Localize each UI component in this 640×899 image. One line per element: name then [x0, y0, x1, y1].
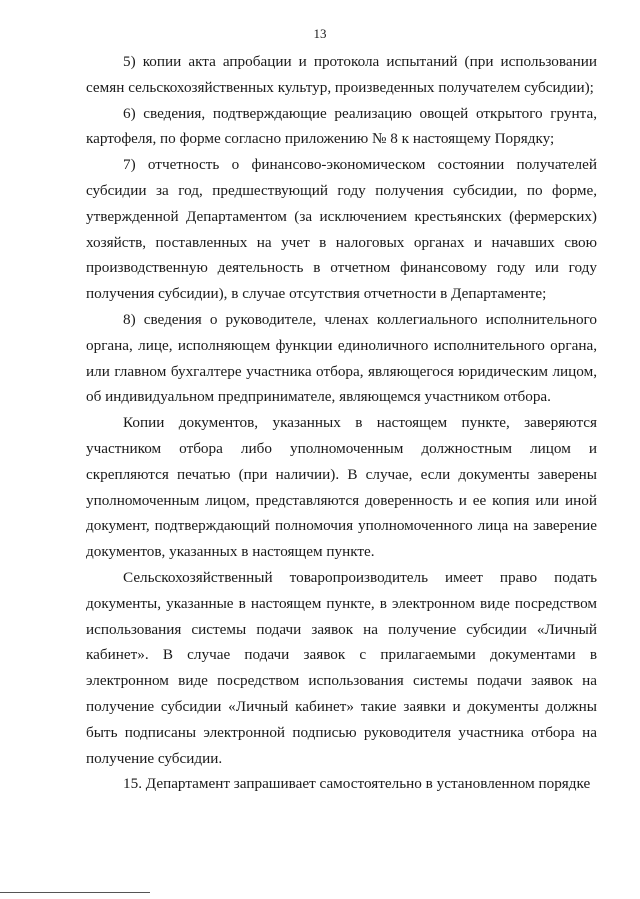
paragraph-copies-certification: Копии документов, указанных в настоящем пункте, заверяются участником отбора либо уполномоченным должностным лицом и скрепляются печатью (при наличии). В случае, если документы заверены уполномоченным лицом, представляются доверенность и ее копия или иной документ, подтверждающий полномочия уполномоченного лица на заверение документов, указанных в настоящем пункте.	[86, 414, 597, 561]
page-number: 13	[313, 26, 327, 41]
paragraph-clause-15: 15. Департамент запрашивает самостоятельно в установленном порядке	[123, 775, 591, 793]
paragraph-item-8: 8) сведения о руководителе, членах коллегиального исполнительного органа, лице, исполняющем функции единоличного исполнительного органа, или главном бухгалтере участника отбора, являющегося юридическим лицом, об индивидуальном предпринимателе, являющемся участником отбора.	[86, 310, 597, 406]
document-body	[86, 49, 597, 797]
paragraph-electronic-submission: Сельскохозяйственный товаропроизводитель имеет право подать документы, указанные в настоящем пункте, в электронном виде посредством использования системы подачи заявок на получение субсидии «Личный кабинет». В случае подачи заявок с прилагаемыми документами в электронном виде посредством использования системы подачи заявок на получение субсидии «Личный кабинет» такие заявки и документы должны быть подписаны электронной подписью руководителя участника отбора на получение субсидии.	[86, 568, 597, 767]
paragraph-item-7: 7) отчетность о финансово-экономическом состоянии получателей субсидии за год, предшествующий году получения субсидии, по форме, утвержденной Департаментом (за исключением крестьянских (фермерских) хозяйств, поставленных на учет в налоговых органах и начавших свою производственную деятельность в отчетном финансовому году или году получения субсидии), в случае отсутствия отчетности в Департаменте;	[86, 156, 597, 303]
paragraph-item-5: 5) копии акта апробации и протокола испытаний (при использовании семян сельскохозяйственных культур, произведенных получателем субсидии);	[86, 53, 597, 96]
footnote-divider	[0, 892, 150, 893]
paragraph-item-6: 6) сведения, подтверждающие реализацию овощей открытого грунта, картофеля, по форме согласно приложению № 8 к настоящему Порядку;	[86, 104, 597, 148]
